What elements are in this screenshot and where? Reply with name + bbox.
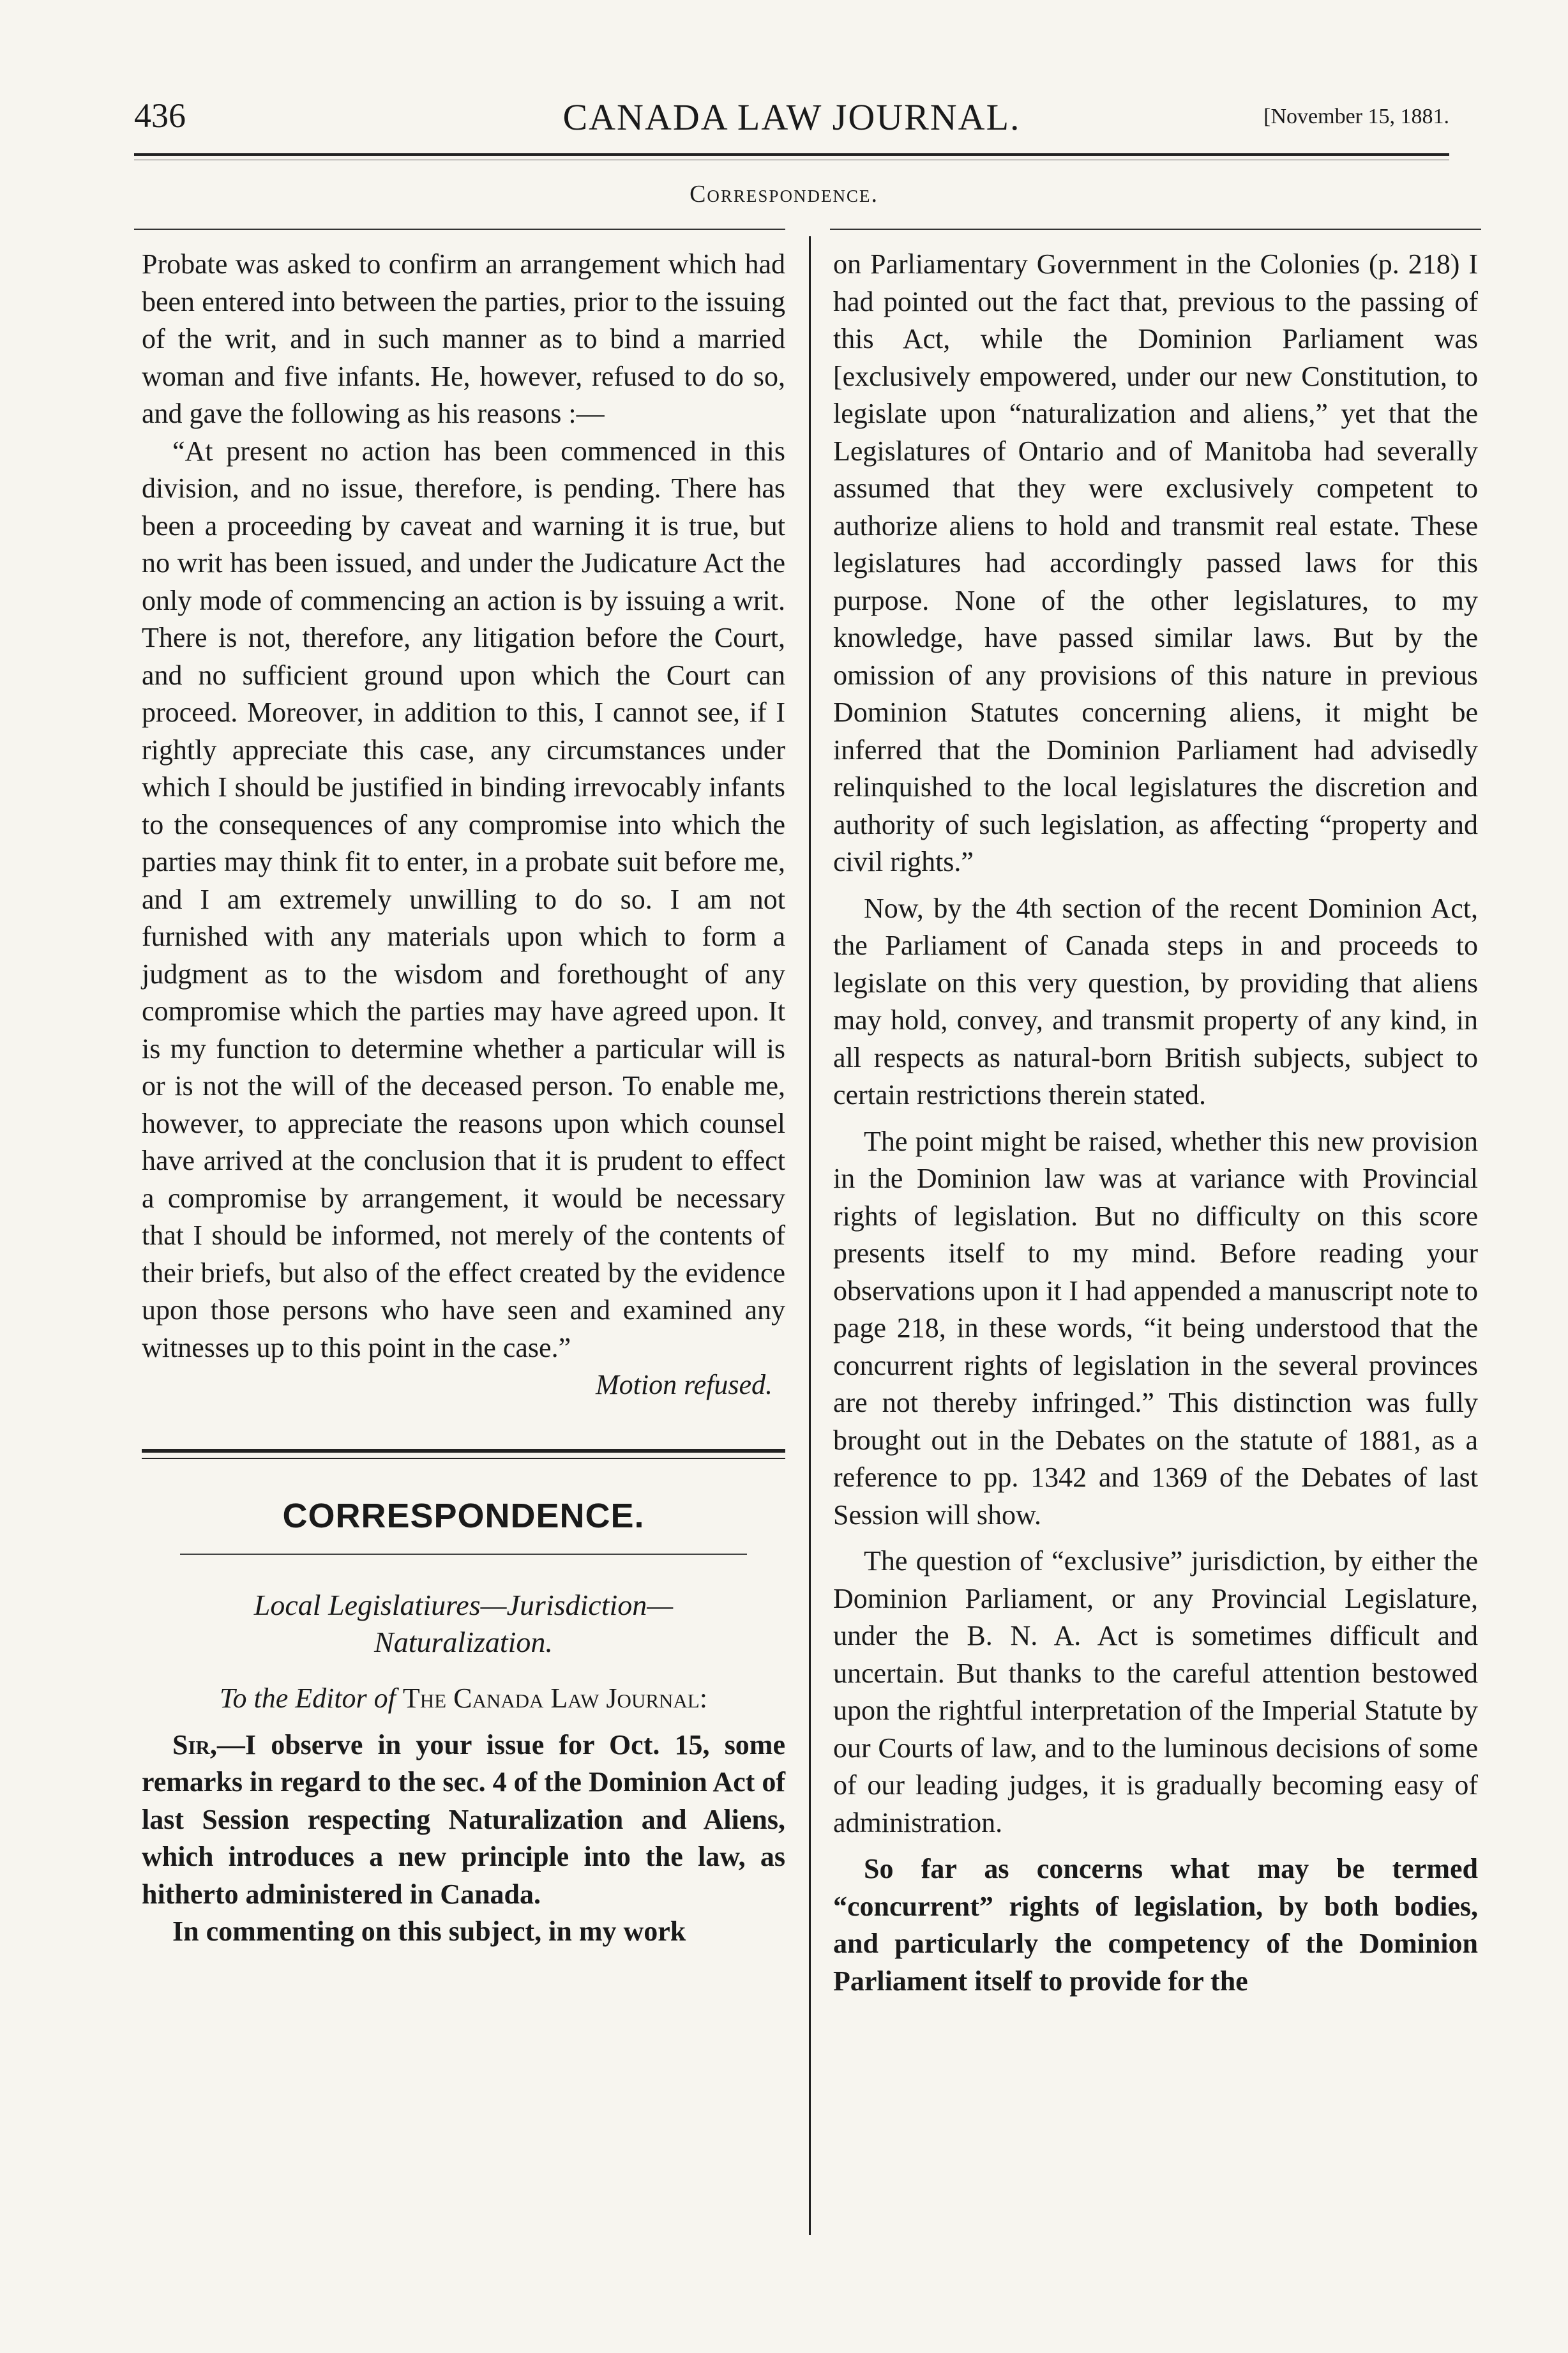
article-title [142,1587,785,1661]
right-column [833,246,1478,2000]
left-paragraph-2: “At present no action has been commenced in this division, and no issue, therefore, is pending. There has been a proceeding by caveat and warning it is true, but no writ has been issued, and under the Judicature Act the only mode of commencing an action is by issuing a writ. There is not, therefore, any litigation before the Court, and no sufficient ground upon which the Court can proceed. Moreover, in addition to this, I cannot see, if I rightly appreciate this case, any circumstances under which I should be justified in binding irrevocably infants to the consequences of any compromise into which the parties may think fit to enter, in a probate suit before me, and I am extremely unwilling to do so. I am not furnished with any materials upon which to form a judgment as to the wisdom and forethought of any compromise which the parties may have agreed upon. It is my function to determine whether a particular will is or is not the will of the deceased person. To enable me, however, to appreciate the reasons upon which counsel have arrived at the conclusion that it is prudent to effect a compromise by arrangement, it would be necessary that I should be informed, not merely of the contents of their briefs, but also of the effect created by the evidence upon those persons who have seen and examined any witnesses up to this point in the case.” [142,435,785,1363]
header-rule [134,153,1449,156]
letter-paragraph-2: In commenting on this subject, in my work [172,1916,686,1947]
section-divider [142,1449,785,1459]
salutation-line [142,1680,785,1718]
column-divider [809,236,811,2235]
right-paragraph-3: The point might be raised, whether this new provision in the Dominion law was at variance with Provincial rights of legislation. But no difficulty on this score presents itself to my mind. Before reading your observations upon it I had appended a manuscript note to page 218, in these words, “it being understood that the concurrent rights of legislation in the several provinces are not thereby infringed.” This distinction was fully brought out in the Debates on the statute of 1881, as a reference to pp. 1342 and 1369 of the Debates of last Session will show. [833,1125,1478,1531]
left-column [142,246,785,1951]
sir-salutation: Sir, [172,1729,217,1760]
heading-rule [180,1554,747,1555]
right-paragraph-2: Now, by the 4th section of the recent Dominion Act, the Parliament of Canada steps in and proceeds to legislate on this very question, by providing that aliens may hold, convey, and transmit property of any kind, in all respects as natural-born British subjects, subject to certain restrictions therein stated. [833,892,1478,1110]
right-paragraph-1: on Parliamentary Government in the Colonies (p. 218) I had pointed out the fact that, previous to the passing of this Act, while the Dominion Parliament was [exclusively empowered, under our new Constitution, to legislate upon “naturalization and aliens,” yet that the Legislatures of Ontario and of Manitoba had severally assumed that they were exclusively competent to authorize aliens to hold and transmit real estate. These legislatures had accordingly passed laws for this purpose. None of the other legislatures, to my knowledge, have passed similar laws. But by the omission of any provisions of this nature in previous Dominion Statutes concerning aliens, it might be inferred that the Dominion Parliament had advisedly relinquished to the local legislatures the discretion and authority of such legislation, as affecting “property and civil rights.” [833,248,1478,877]
to-editor-prefix: To the Editor of [220,1683,403,1714]
correspondence-heading: CORRESPONDENCE. [282,1496,645,1535]
section-label: Correspondence. [690,181,878,208]
column-rule-left [134,229,785,230]
to-editor-journal: The Canada Law Journal: [402,1683,707,1714]
letter-paragraph-1-text: —I observe in your issue for Oct. 15, some remarks in regard to the sec. 4 of the Dominion Act of last Session respecting Naturalization and Aliens, which introduces a new principle into the law, as hitherto administered in Canada. [142,1729,785,1910]
article-title-line-1: Local Legislatiures—Jurisdiction— [253,1589,674,1621]
letter-paragraph-1 [142,1727,785,1914]
page-number: 436 [134,96,186,135]
motion-signoff: Motion refused. [596,1369,773,1400]
article-title-line-2: Naturalization. [374,1626,553,1658]
journal-title: CANADA LAW JOURNAL. [562,96,1021,138]
column-rule-right [830,229,1481,230]
right-paragraph-4: The question of “exclusive” jurisdiction, by either the Dominion Parliament, or any Provincial Legislature, under the B. N. A. Act is sometimes difficult and uncertain. But thanks to the careful attention bestowed upon the rightful interpretation of the Imperial Statute by our Courts of law, and to the luminous decisions of some of our leading judges, it is gradually becoming easy of administration. [833,1545,1478,1838]
left-paragraph-1: Probate was asked to confirm an arrangement which had been entered into between the parties, prior to the issuing of the writ, and in such manner as to bind a married woman and five infants. He, however, refused to do so, and gave the following as his reasons :— [142,248,785,429]
right-paragraph-5: So far as concerns what may be termed “concurrent” rights of legislation, by both bodies, and particularly the competency of the Dominion Parliament itself to provide for the [833,1853,1478,1997]
issue-date: [November 15, 1881. [1263,105,1449,128]
running-header [134,96,1449,147]
